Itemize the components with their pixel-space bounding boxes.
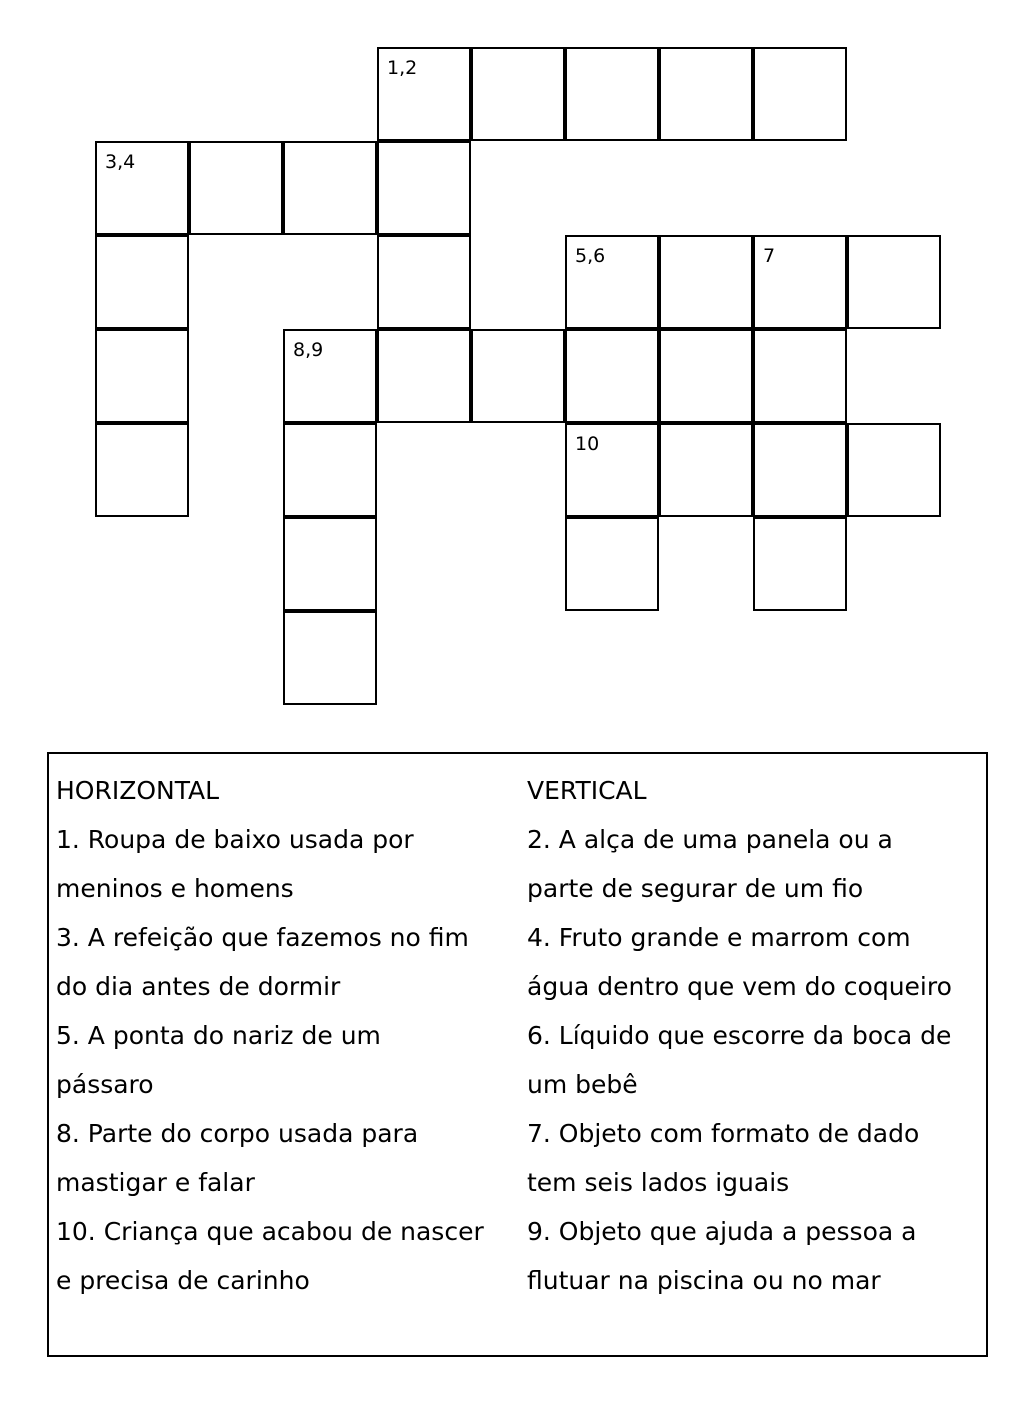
clue-number: 5,6 [575, 245, 606, 267]
crossword-cell[interactable] [565, 517, 659, 611]
vertical-clue-6: 6. Líquido que escorre da boca de um bebê [527, 1021, 952, 1099]
vertical-clue-4: 4. Fruto grande e marrom com água dentro que vem do coqueiro [527, 923, 952, 1001]
crossword-cell[interactable] [565, 329, 659, 423]
crossword-cell[interactable] [659, 329, 753, 423]
crossword-cell[interactable] [847, 235, 941, 329]
horizontal-clue-3: 3. A refeição que fazemos no fim do dia antes de dormir [56, 923, 469, 1001]
crossword-cell[interactable] [753, 329, 847, 423]
horizontal-heading: HORIZONTAL [56, 776, 220, 805]
crossword-cell[interactable] [189, 141, 283, 235]
clue-number: 3,4 [105, 151, 136, 173]
crossword-cell[interactable] [565, 423, 659, 517]
crossword-cell[interactable] [753, 235, 847, 329]
clue-number: 10 [575, 433, 600, 455]
vertical-clue-9: 9. Objeto que ajuda a pessoa a flutuar na piscina ou no mar [527, 1217, 917, 1295]
crossword-cell[interactable] [95, 329, 189, 423]
crossword-cell[interactable] [565, 47, 659, 141]
vertical-heading: VERTICAL [527, 776, 647, 805]
crossword-cell[interactable] [659, 235, 753, 329]
crossword-cell[interactable] [753, 47, 847, 141]
crossword-cell[interactable] [565, 235, 659, 329]
crossword-cell[interactable] [377, 141, 471, 235]
crossword-cell[interactable] [377, 235, 471, 329]
horizontal-clue-5: 5. A ponta do nariz de um pássaro [56, 1021, 381, 1099]
clue-number: 8,9 [293, 339, 324, 361]
horizontal-clue-10: 10. Criança que acabou de nascer e precisa de carinho [56, 1217, 484, 1295]
clue-number: 7 [763, 245, 776, 267]
crossword-cell[interactable] [753, 517, 847, 611]
crossword-cell[interactable] [283, 423, 377, 517]
crossword-cell[interactable] [753, 423, 847, 517]
horizontal-clue-1: 1. Roupa de baixo usada por meninos e homens [56, 825, 414, 903]
crossword-cell[interactable] [377, 47, 471, 141]
crossword-cell[interactable] [471, 47, 565, 141]
crossword-cell[interactable] [377, 329, 471, 423]
crossword-cell[interactable] [283, 329, 377, 423]
crossword-cell[interactable] [283, 141, 377, 235]
crossword-cell[interactable] [659, 423, 753, 517]
vertical-clues [527, 766, 987, 1305]
crossword-cell[interactable] [659, 47, 753, 141]
crossword-cell[interactable] [95, 423, 189, 517]
vertical-clue-7: 7. Objeto com formato de dado tem seis lados iguais [527, 1119, 920, 1197]
clue-number: 1,2 [387, 57, 418, 79]
horizontal-clues [56, 766, 526, 1305]
clues-box [47, 752, 988, 1357]
crossword-cell[interactable] [283, 517, 377, 611]
crossword-cell[interactable] [95, 141, 189, 235]
crossword-cell[interactable] [283, 611, 377, 705]
crossword-cell[interactable] [847, 423, 941, 517]
horizontal-clue-8: 8. Parte do corpo usada para mastigar e falar [56, 1119, 419, 1197]
crossword-cell[interactable] [95, 235, 189, 329]
vertical-clue-2: 2. A alça de uma panela ou a parte de segurar de um fio [527, 825, 893, 903]
crossword-cell[interactable] [471, 329, 565, 423]
